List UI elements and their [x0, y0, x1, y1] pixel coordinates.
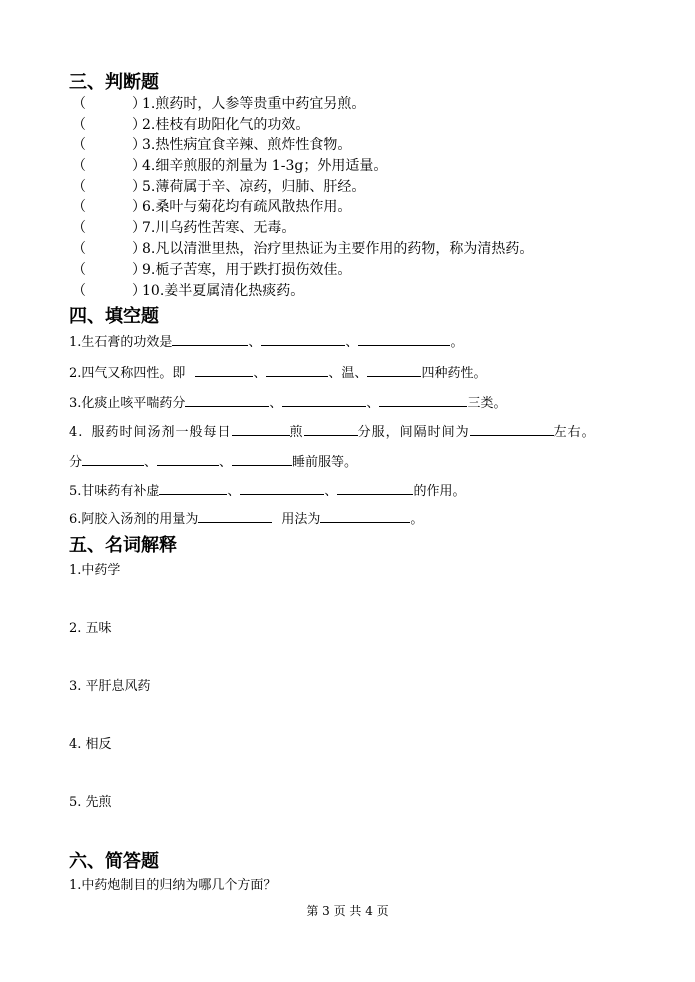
fill-q2: 2.四气又称四性。即 、 、温、 四种药性。	[69, 363, 486, 383]
fill-q6: 6.阿胶入汤剂的用量为 用法为 。	[69, 509, 423, 529]
judgment-text: 7.川乌药性苦寒、无毒。	[142, 220, 296, 236]
blank[interactable]	[240, 481, 324, 495]
answer-paren-open: （	[72, 117, 86, 133]
blank[interactable]	[266, 363, 328, 377]
term-item: 2. 五味	[69, 621, 112, 636]
section5-heading: 五、名词解释	[69, 535, 177, 556]
answer-paren-close: ）	[132, 241, 146, 257]
answer-paren-close: ）	[132, 117, 146, 133]
blank[interactable]	[232, 452, 292, 466]
blank[interactable]	[157, 452, 219, 466]
short-answer-q1: 1.中药炮制目的归纳为哪几个方面？	[69, 878, 277, 893]
answer-paren-close: ）	[132, 179, 146, 195]
answer-paren-close: ）	[132, 220, 146, 236]
blank[interactable]	[198, 509, 272, 523]
answer-paren-close: ）	[132, 158, 146, 174]
judgment-text: 8.凡以清泄里热，治疗里热证为主要作用的药物，称为清热药。	[142, 241, 534, 257]
fill-q3: 3.化痰止咳平喘药分 、 、 三类。	[69, 393, 506, 413]
answer-paren-open: （	[72, 137, 86, 153]
blank[interactable]	[282, 393, 366, 407]
blank[interactable]	[195, 363, 253, 377]
blank[interactable]	[232, 422, 290, 436]
blank[interactable]	[82, 452, 144, 466]
answer-paren-open: （	[72, 199, 86, 215]
answer-paren-close: ）	[132, 199, 146, 215]
blank[interactable]	[337, 481, 413, 495]
answer-paren-open: （	[72, 262, 86, 278]
blank[interactable]	[172, 332, 248, 346]
judgment-text: 5.薄荷属于辛、凉药，归肺、肝经。	[142, 179, 366, 195]
answer-paren-open: （	[72, 158, 86, 174]
judgment-text: 1.煎药时，人参等贵重中药宜另煎。	[142, 96, 366, 112]
fill-q4: 4. 服药时间汤剂一般每日 煎 分服，间隔时间为 左右。	[69, 422, 596, 442]
judgment-text: 10.姜半夏属清化热痰药。	[142, 283, 305, 299]
term-item: 4. 相反	[69, 737, 112, 752]
answer-paren-open: （	[72, 283, 86, 299]
judgment-text: 3.热性病宜食辛辣、煎炸性食物。	[142, 137, 352, 153]
term-item: 3. 平肝息风药	[69, 679, 151, 694]
judgment-text: 2.桂枝有助阳化气的功效。	[142, 117, 310, 133]
fill-q5: 5.甘味药有补虚 、 、 的作用。	[69, 481, 465, 501]
judgment-text: 9.栀子苦寒，用于跌打损伤效佳。	[142, 262, 352, 278]
answer-paren-close: ）	[132, 137, 146, 153]
answer-paren-close: ）	[132, 283, 146, 299]
answer-paren-close: ）	[132, 262, 146, 278]
answer-paren-open: （	[72, 179, 86, 195]
page-footer: 第 3 页 共 4 页	[306, 904, 389, 918]
blank[interactable]	[185, 393, 269, 407]
section4-heading: 四、填空题	[69, 306, 159, 327]
answer-paren-open: （	[72, 220, 86, 236]
blank[interactable]	[367, 363, 421, 377]
blank[interactable]	[379, 393, 467, 407]
term-item: 5. 先煎	[69, 795, 112, 810]
answer-paren-close: ）	[132, 96, 146, 112]
judgment-text: 4.细辛煎服的剂量为 1-3g；外用适量。	[142, 158, 388, 174]
section6-heading: 六、简答题	[69, 851, 159, 872]
section3-heading: 三、判断题	[69, 72, 159, 93]
blank[interactable]	[261, 332, 345, 346]
fill-q1: 1.生石膏的功效是 、 、 。	[69, 332, 463, 352]
blank[interactable]	[159, 481, 227, 495]
answer-paren-open: （	[72, 96, 86, 112]
blank[interactable]	[470, 422, 554, 436]
blank[interactable]	[304, 422, 358, 436]
answer-paren-open: （	[72, 241, 86, 257]
blank[interactable]	[358, 332, 450, 346]
term-item: 1.中药学	[69, 563, 121, 578]
judgment-text: 6.桑叶与菊花均有疏风散热作用。	[142, 199, 352, 215]
fill-q4-continued: 分 、 、 睡前服等。	[69, 452, 357, 472]
blank[interactable]	[320, 509, 410, 523]
